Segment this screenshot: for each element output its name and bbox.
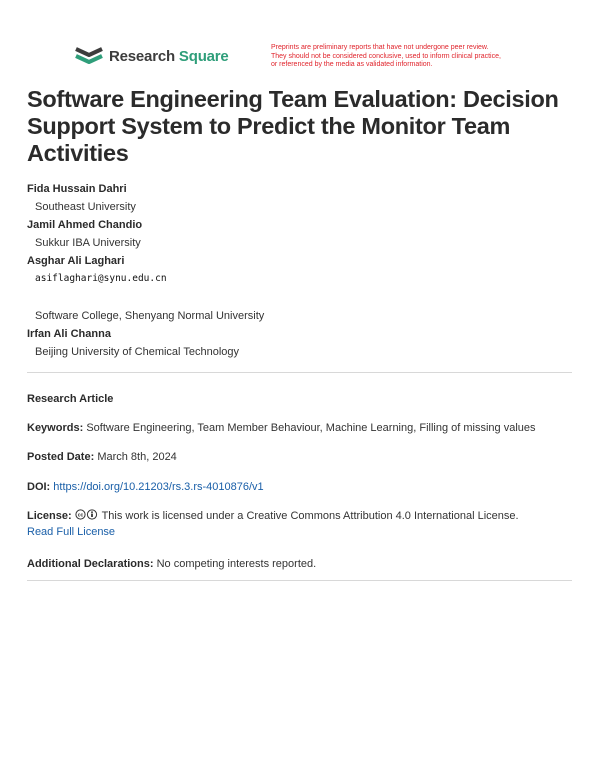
logo-word-square: Square — [178, 47, 229, 65]
author-affiliation: Sukkur IBA University — [35, 237, 141, 249]
paper-title: Software Engineering Team Evaluation: Decision Support System to Predict the Monitor Team Activities — [27, 86, 559, 166]
research-square-logo[interactable] — [75, 46, 229, 66]
author-name[interactable]: Asghar Ali Laghari — [27, 255, 125, 267]
notice-line: They should not be considered conclusive, used to inform clinical practice, — [271, 52, 501, 60]
notice-line: Preprints are preliminary reports that have not undergone peer review. — [271, 44, 489, 51]
notice-line: or referenced by the media as validated information. — [271, 61, 433, 68]
author-affiliation: Beijing University of Chemical Technology — [35, 346, 240, 358]
author-name[interactable]: Jamil Ahmed Chandio — [27, 219, 143, 231]
preprint-notice — [271, 44, 541, 70]
divider — [27, 372, 572, 373]
license-label: License: — [27, 510, 72, 522]
declarations-value: No competing interests reported. — [156, 558, 317, 570]
posted-date-label: Posted Date: — [27, 451, 95, 463]
logo-text — [109, 48, 229, 65]
logo-word-research: Research — [109, 47, 175, 65]
author-email[interactable]: asiflaghari@synu.edu.cn — [35, 273, 167, 284]
article-type — [27, 391, 572, 407]
posted-date-value: March 8th, 2024 — [97, 451, 177, 463]
doi-link[interactable]: https://doi.org/10.21203/rs.3.rs-4010876/v1 — [53, 481, 264, 493]
doi-label: DOI: — [27, 481, 51, 493]
license-text: This work is licensed under a Creative Commons Attribution 4.0 International License. — [101, 510, 519, 522]
keywords-label: Keywords: — [27, 422, 84, 434]
author-name[interactable]: Fida Hussain Dahri — [27, 183, 127, 195]
doi-row — [27, 479, 572, 495]
posted-date-row — [27, 449, 572, 465]
svg-text:cc: cc — [77, 512, 83, 519]
read-full-license-link[interactable]: Read Full License — [27, 526, 116, 538]
author-list — [27, 180, 572, 361]
author-affiliation: Software College, Shenyang Normal University — [35, 310, 265, 322]
keywords-value: Software Engineering, Team Member Behaviour, Machine Learning, Filling of missing values — [86, 422, 536, 434]
divider — [27, 580, 572, 581]
article-type-label: Research Article — [27, 393, 114, 405]
cc-by-icon — [75, 509, 99, 520]
keywords-row — [27, 420, 572, 436]
author-name[interactable]: Irfan Ali Channa — [27, 328, 111, 340]
header — [75, 46, 555, 76]
license-row — [27, 508, 572, 540]
declarations-row — [27, 556, 572, 572]
declarations-label: Additional Declarations: — [27, 558, 154, 570]
author-affiliation: Southeast University — [35, 201, 136, 213]
research-square-logo-icon — [75, 46, 103, 66]
